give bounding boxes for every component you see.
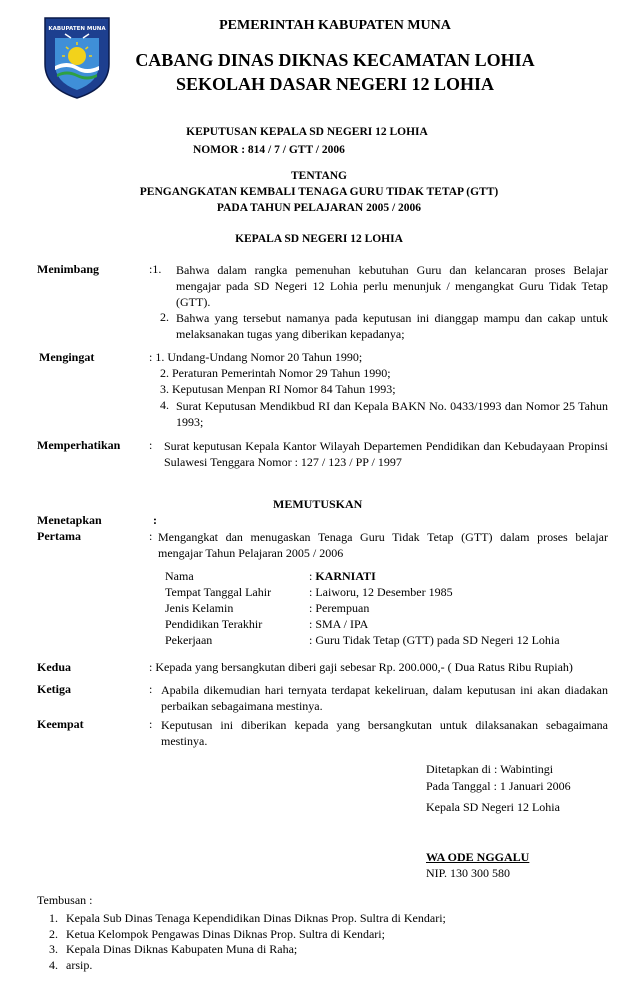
mengingat-label: Mengingat (39, 350, 95, 364)
keempat-text: Keputusan ini diberikan kepada yang bersangkutan untuk dilaksanakan sebagaimana mestinya. (161, 718, 608, 748)
tembusan-item-4: arsip. (66, 957, 93, 972)
name-value: : KARNIATI (309, 569, 376, 583)
kedua-label: Kedua (37, 660, 72, 674)
memperhatikan-label: Memperhatikan (37, 438, 121, 452)
menetapkan-colon: : (153, 513, 157, 527)
mengingat-item-2: 2. Peraturan Pemerintah Nomor 29 Tahun 1990; (160, 366, 391, 380)
menimbang-text-1: Bahwa dalam rangka pemenuhan kebutuhan Guru dan kelancaran proses Belajar mengajar pada SD Negeri 12 Lohia perlu menunjuk / mengangkat Guru Tidak Tetap (GTT). (176, 263, 608, 309)
signatory-nip: NIP. 130 300 580 (426, 866, 511, 880)
memutuskan-heading: MEMUTUSKAN (273, 497, 363, 511)
decree-subject-line1: PENGANGKATAN KEMBALI TENAGA GURU TIDAK TETAP (GTT) (139, 186, 499, 198)
list-item: 3. Kepala Dinas Diknas Kabupaten Muna di Raha; (49, 942, 298, 957)
regency-logo (41, 14, 113, 100)
birth-label: Tempat Tanggal Lahir (165, 585, 272, 599)
ketiga-label: Ketiga (37, 682, 71, 696)
decree-subject-line2: PADA TAHUN PELAJARAN 2005 / 2006 (216, 202, 422, 214)
mengingat-item-3: 3. Keputusan Menpan RI Nomor 84 Tahun 1993; (160, 382, 396, 396)
school-name: SEKOLAH DASAR NEGERI 12 LOHIA (175, 74, 495, 94)
logo-label: KABUPATEN MUNA (48, 26, 106, 32)
tembusan-item-1: Kepala Sub Dinas Tenaga Kependidikan Dinas Diknas Prop. Sultra di Kendari; (66, 911, 446, 925)
issuer-heading: KEPALA SD NEGERI 12 LOHIA (235, 233, 403, 245)
menimbang-text-2: Bahwa yang tersebut namanya pada keputusan ini dianggap mampu dan cakap untuk melaksanakan tugas yang diberikan kepadanya; (176, 311, 608, 341)
pertama-text: Mengangkat dan menugaskan Tenaga Guru Tidak Tetap (GTT) dalam proses belajar mengajar Tahun Pelajaran 2005 / 2006 (158, 530, 608, 560)
office-name: CABANG DINAS DIKNAS KECAMATAN LOHIA (135, 50, 535, 70)
mengingat-item-1: : 1. Undang-Undang Nomor 20 Tahun 1990; (149, 350, 363, 364)
tembusan-item-2: Ketua Kelompok Pengawas Dinas Diknas Prop. Sultra di Kendari; (66, 926, 385, 941)
education-label: Pendidikan Terakhir (165, 617, 263, 631)
mengingat-text-4: Surat Keputusan Mendikbud RI dan Kepala BAKN No. 0433/1993 dan Nomor 25 Tahun 1993; (176, 399, 608, 429)
menimbang-num-1: :1. (149, 262, 162, 276)
tembusan-item-3: Kepala Dinas Diknas Kabupaten Muna di Raha; (66, 942, 298, 957)
education-value: : SMA / IPA (309, 617, 369, 631)
pertama-colon: : (149, 529, 153, 543)
signature-place: Ditetapkan di : Wabintingi (426, 762, 554, 776)
pertama-label: Pertama (37, 529, 81, 543)
list-item: 1. Kepala Sub Dinas Tenaga Kependidikan Dinas Diknas Prop. Sultra di Kendari; (49, 911, 446, 925)
signature-position: Kepala SD Negeri 12 Lohia (426, 800, 560, 814)
menimbang-num-2: 2. (160, 310, 169, 324)
memperhatikan-colon: : (149, 438, 153, 452)
memperhatikan-text: Surat keputusan Kepala Kantor Wilayah Departemen Pendidikan dan Kebudayaan Propinsi Sulawesi Tenggara Nomor : 127 / 123 / PP / 1997 (164, 439, 608, 469)
tembusan-list (37, 911, 446, 973)
decree-number: NOMOR : 814 / 7 / GTT / 2006 (193, 144, 345, 156)
list-item: 4. arsip. (49, 957, 93, 972)
kedua-text: : Kepada yang bersangkutan diberi gaji sebesar Rp. 200.000,- ( Dua Ratus Ribu Rupiah) (149, 660, 573, 674)
keempat-label: Keempat (37, 717, 84, 731)
keempat-colon: : (149, 717, 153, 731)
name-label: Nama (165, 569, 194, 583)
decree-title: KEPUTUSAN KEPALA SD NEGERI 12 LOHIA (186, 126, 428, 138)
job-label: Pekerjaan (165, 633, 213, 647)
name-value-text: KARNIATI (315, 569, 376, 583)
ketiga-colon: : (149, 682, 153, 696)
tembusan-label: Tembusan : (37, 893, 93, 907)
mengingat-num-4: 4. (160, 398, 169, 412)
ketiga-text: Apabila dikemudian hari ternyata terdapat kekeliruan, dalam keputusan ini akan diadakan perbaikan sebagaimana mestinya. (161, 683, 608, 713)
gender-value: : Perempuan (309, 601, 370, 615)
about-label: TENTANG (290, 170, 348, 182)
menetapkan-label: Menetapkan (37, 513, 102, 527)
menimbang-label: Menimbang (37, 262, 100, 276)
government-name: PEMERINTAH KABUPATEN MUNA (219, 18, 451, 33)
birth-value: : Laiworu, 12 Desember 1985 (309, 585, 453, 599)
signatory-name: WA ODE NGGALU (426, 850, 530, 864)
gender-label: Jenis Kelamin (165, 601, 234, 615)
job-value: : Guru Tidak Tetap (GTT) pada SD Negeri 12 Lohia (309, 633, 560, 647)
list-item: 2. Ketua Kelompok Pengawas Dinas Diknas Prop. Sultra di Kendari; (49, 926, 385, 941)
signature-date: Pada Tanggal : 1 Januari 2006 (426, 779, 571, 793)
